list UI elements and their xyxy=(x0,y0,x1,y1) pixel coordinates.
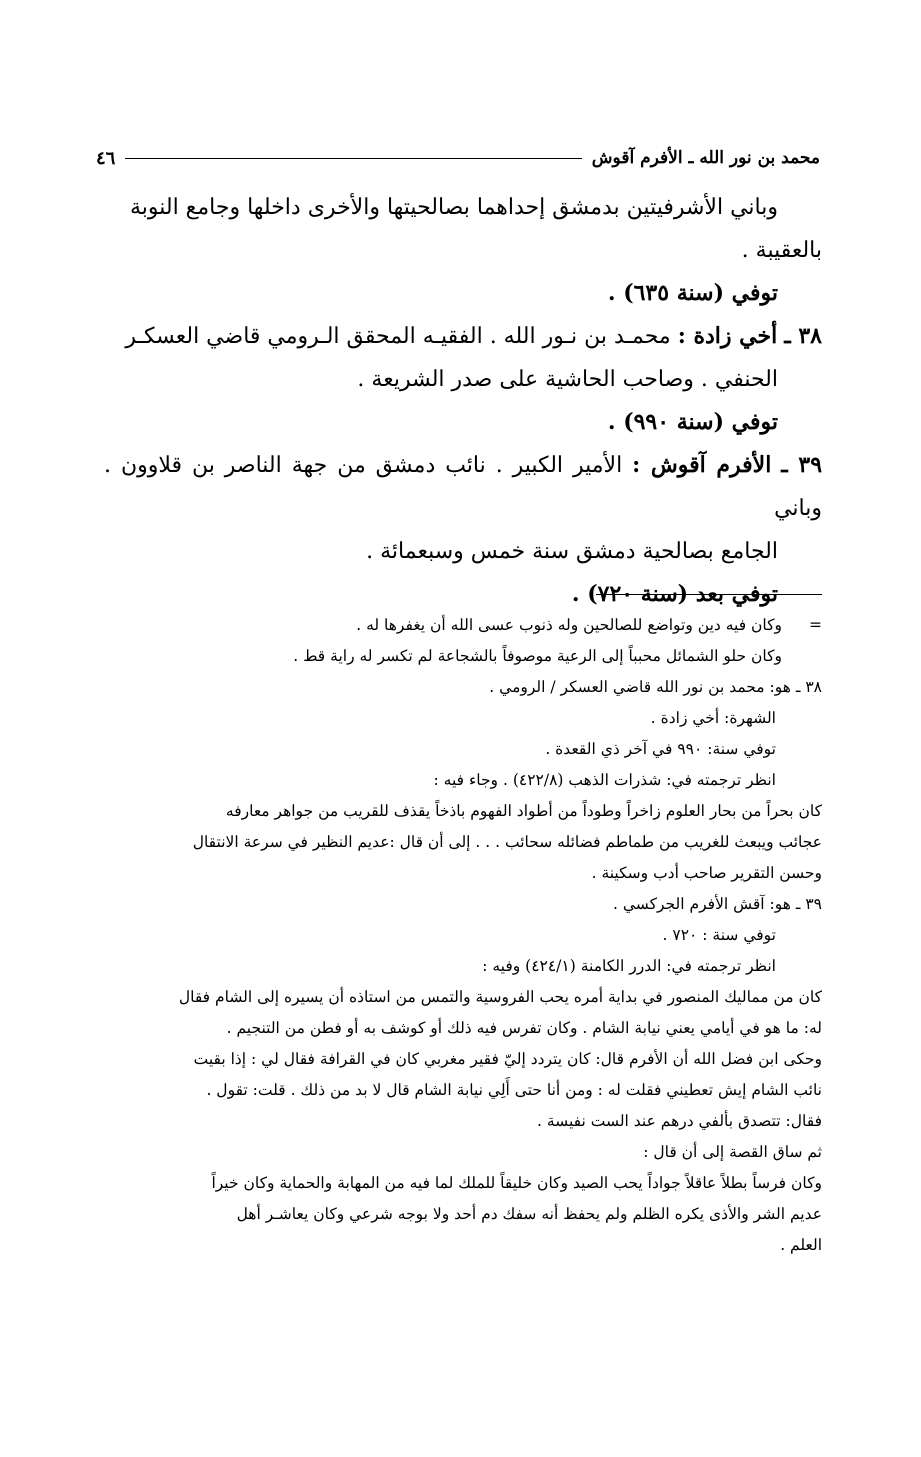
running-title: محمد بن نور الله ـ الأفرم آقوش xyxy=(591,148,820,168)
footnote-39-head: ٣٩ ـ هو: آقش الأفرم الجركسي . xyxy=(613,895,822,913)
entry-38-number: ٣٨ ـ xyxy=(784,323,822,349)
footnote-39-text: له: ما هو في أيامي يعني نيابة الشام . وكان تفرس فيه ذلك أو كوشف به أو فطن من التنجيم . xyxy=(226,1019,822,1037)
footnote-38-death: توفي سنة: ٩٩٠ في آخر ذي القعدة . xyxy=(545,740,776,758)
footnote-39-text: وحكى ابن فضل الله أن الأفرم قال: كان يتردد إليّ فقير مغربي كان في القرافة فقال لي : إذا بقيت xyxy=(193,1050,822,1068)
footnote-39-text: وكان فرساً بطلاً عاقلاً جواداً يحب الصيد وكان خليقاً للملك لما فيه من المهابة والحماية وكان خيراً xyxy=(211,1174,822,1192)
page-header xyxy=(96,141,820,175)
entry-39-number: ٣٩ ـ xyxy=(781,452,823,478)
header-rule xyxy=(125,158,581,159)
footnote-38-quote: عجائب ويبعث للغريب من طماطم فضائله سحائب . . . إلى أن قال :عديم النظير في سرعة الانتقال xyxy=(192,833,822,851)
footnotes xyxy=(104,610,822,1261)
footnote-38-quote: وحسن التقرير صاحب أدب وسكينة . xyxy=(591,864,822,882)
footnote-separator xyxy=(596,594,822,595)
footnote-continuation xyxy=(104,610,822,641)
death-date-previous: توفي (سنة ٦٣٥) . xyxy=(607,280,778,306)
footnote-39-text: فقال: تتصدق بألفي درهم عند الست نفيسة . xyxy=(537,1112,822,1130)
main-text xyxy=(104,186,822,616)
footnote-39-text: ثم ساق القصة إلى أن قال : xyxy=(643,1143,822,1161)
footnote-continuation-text: وكان فيه دين وتواضع للصالحين وله ذنوب عسى الله أن يغفرها له . xyxy=(356,616,782,634)
entry-38-death: توفي (سنة ٩٩٠) . xyxy=(607,409,778,435)
footnote-39-text: العلم . xyxy=(780,1236,822,1254)
entry-39-name: الأفرم آقوش : xyxy=(632,452,772,478)
footnote-38-fame: الشهرة: أخي زادة . xyxy=(650,709,776,727)
footnote-38-quote: كان بحراً من بحار العلوم زاخراً وطوداً من أطواد الفهوم باذخاً يقذف للقريب من جواهر معارفه xyxy=(225,802,822,820)
continuation-line: بالعقيبة . xyxy=(741,238,822,263)
continuation-line: وباني الأشرفيتين بدمشق إحداهما بصالحيتها والأخرى داخلها وجامع النوبة xyxy=(129,195,778,220)
footnote-38-head: ٣٨ ـ هو: محمد بن نور الله قاضي العسكر / الرومي . xyxy=(489,678,822,696)
footnote-39-text: كان من مماليك المنصور في بداية أمره يحب الفروسية والتمس من استاذه أن يسيره إلى الشام فقال xyxy=(178,988,822,1006)
entry-39-death: توفي بعد (سنة ٧٢٠) . xyxy=(571,581,778,607)
entry-38-text: محمـد بن نـور الله . الفقيـه المحقق الـرومي قاضي العسكـر xyxy=(125,324,671,349)
entry-39-line xyxy=(104,444,822,530)
entry-39-text-continued: الجامع بصالحية دمشق سنة خمس وسبعمائة . xyxy=(366,539,778,564)
entry-39-text: الأمير الكبير . نائب دمشق من جهة الناصر بن قلاوون . وباني xyxy=(104,453,822,521)
page-number: ٤٦ xyxy=(96,147,116,169)
footnote-continuation-text: وكان حلو الشمائل محبباً إلى الرعية موصوفاً بالشجاعة لم تكسر له راية قط . xyxy=(293,647,782,665)
entry-38-name: أخي زادة : xyxy=(677,323,778,349)
footnote-39-source: انظر ترجمته في: الدرر الكامنة (٤٢٤/١) وفيه : xyxy=(482,957,776,975)
continuation-marker: = xyxy=(809,616,822,634)
footnote-39-text: نائب الشام إيش تعطيني فقلت له : ومن أنا حتى أَلِي نيابة الشام قال لا بد من ذلك . قلت: تقول . xyxy=(206,1081,822,1099)
entry-38-text-continued: الحنفي . وصاحب الحاشية على صدر الشريعة . xyxy=(357,367,778,392)
entry-38-line xyxy=(104,315,822,358)
footnote-39-text: عديم الشر والأذى يكره الظلم ولم يحفظ أنه سفك دم أحد ولا بوجه شرعي وكان يعاشـر أهل xyxy=(236,1205,822,1223)
footnote-38-source: انظر ترجمته في: شذرات الذهب (٤٢٢/٨) . وجاء فيه : xyxy=(433,771,776,789)
footnote-39-death: توفي سنة : ٧٢٠ . xyxy=(662,926,776,944)
